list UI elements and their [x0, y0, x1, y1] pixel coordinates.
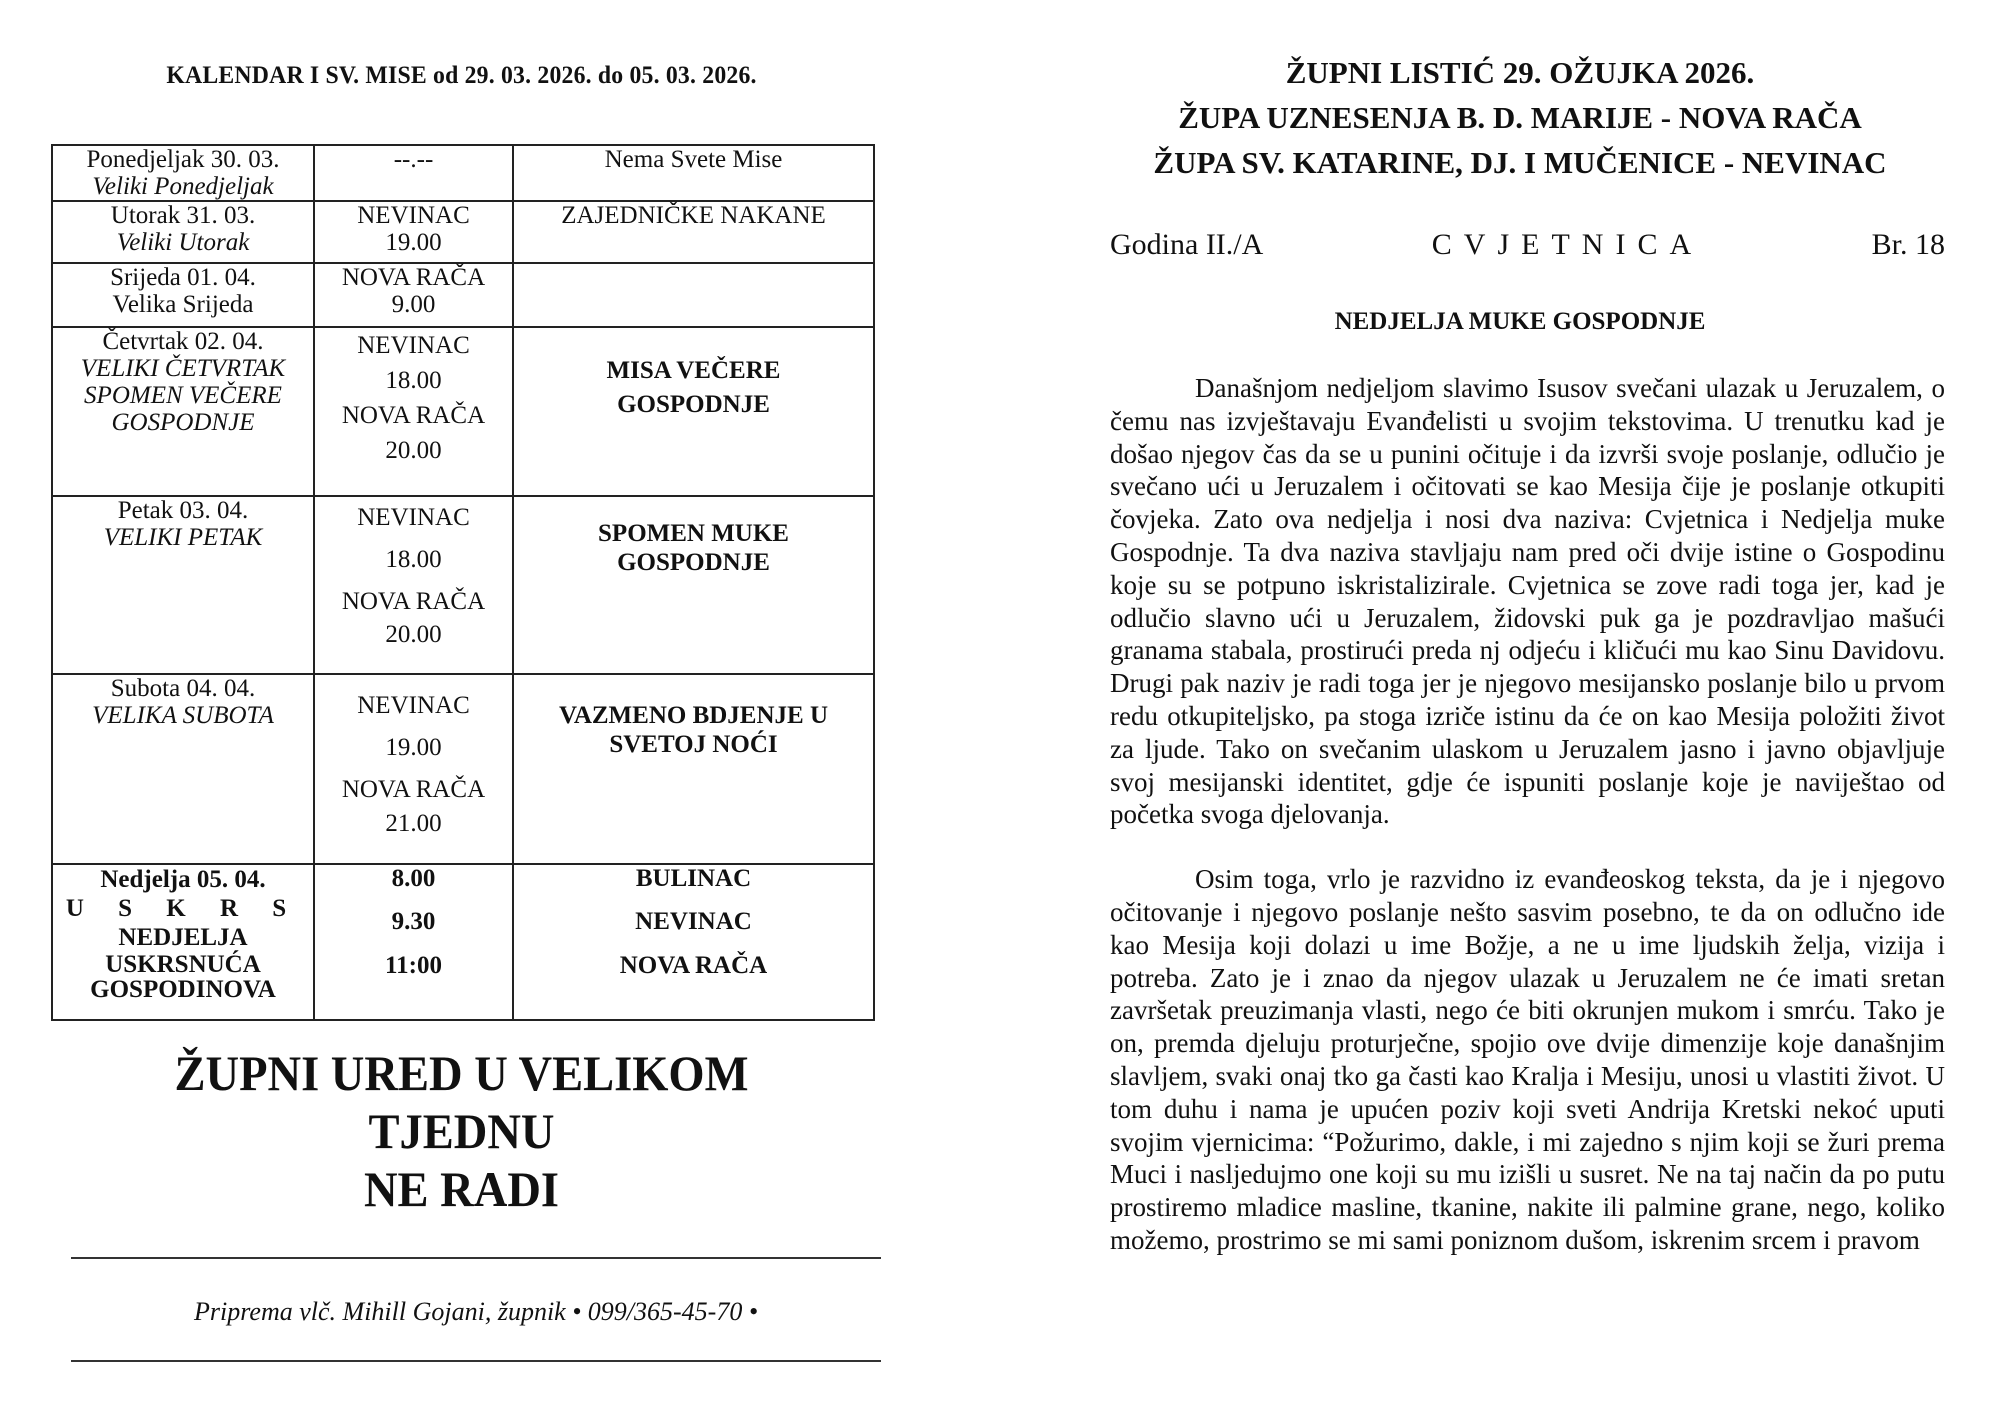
feast-label: Velika Srijeda — [112, 291, 254, 318]
table-row — [52, 674, 874, 864]
place-label: NEVINAC — [357, 692, 470, 719]
intention-cell — [513, 145, 874, 201]
office-notice-line: NE RADI — [363, 1161, 560, 1217]
intention-cell — [513, 263, 874, 327]
day-label: Ponedjeljak 30. 03. — [86, 146, 280, 173]
intention-label: Nema Svete Mise — [604, 146, 783, 173]
table-row — [52, 496, 874, 674]
intention-cell — [513, 327, 874, 496]
place-label: NEVINAC — [635, 908, 752, 935]
day-label: Nedjelja 05. 04. — [100, 866, 266, 893]
calendar-title: KALENDAR I SV. MISE od 29. 03. 2026. do 05. 03. 2026. — [166, 62, 757, 89]
place-label: NEVINAC — [357, 332, 470, 359]
feast-label: SPOMEN VEČERE — [84, 382, 282, 409]
feast-label: GOSPODINOVA — [90, 976, 276, 1003]
place-time-cell — [314, 263, 513, 327]
intention-cell — [513, 201, 874, 263]
office-closed-notice — [79, 1044, 844, 1218]
bulletin-header-line: ŽUPA SV. KATARINE, DJ. I MUČENICE - NEVINAC — [1153, 145, 1887, 180]
footer-divider-bottom — [71, 1360, 881, 1362]
time-label: 8.00 — [391, 865, 436, 892]
intention-label: MISA VEČERE — [606, 357, 781, 384]
place-label: NOVA RAČA — [341, 588, 486, 615]
intention-label: SVETOJ NOĆI — [609, 731, 778, 758]
place-cell — [513, 864, 874, 1020]
time-label: 20.00 — [385, 621, 442, 648]
time-label: 9.30 — [391, 908, 436, 935]
feast-label: VELIKA SUBOTA — [92, 702, 274, 729]
office-notice-line: ŽUPNI URED U VELIKOM TJEDNU — [174, 1045, 749, 1159]
time-label: 20.00 — [385, 437, 442, 464]
day-cell — [52, 496, 314, 674]
place-label: NOVA RAČA — [619, 952, 768, 979]
feast-label: VELIKI PETAK — [103, 524, 263, 551]
bulletin-header-line: ŽUPA UZNESENJA B. D. MARIJE - NOVA RAČA — [1178, 100, 1862, 135]
place-label: NEVINAC — [357, 504, 470, 531]
feast-label: USKRSNUĆA — [105, 951, 261, 978]
table-row — [52, 864, 874, 1020]
place-time-cell — [314, 327, 513, 496]
feast-label: NEDJELJA — [118, 924, 248, 951]
intention-label: SPOMEN MUKE — [598, 520, 789, 547]
day-cell — [52, 674, 314, 864]
year-label: Godina II./A — [1110, 228, 1264, 261]
feast-label: GOSPODNJE — [111, 409, 255, 436]
time-cell — [314, 864, 513, 1020]
time-label: 19.00 — [385, 734, 442, 761]
time-label: 11:00 — [385, 952, 442, 979]
article-paragraph: Današnjom nedjeljom slavimo Isusov svečani ulazak u Jeruzalem, o čemu nas izvještavaju Evanđelisti u svojim tekstovima. U trenutku kad je došao njegov čas da se u punini očituje i da izvrši svoje poslanje, odlučio je svečano ući u Jeruzalem i očitovati se kao Mesija čije je poslanje otkupiti čovjeka. Zato ova nedjelja i nosi dva naziva: Cvjetnica i Nedjelja muke Gospodnje. Ta dva naziva stavljaju nam pred oči dvije istine o Gospodinu koje su se potpuno iskristalizirale. Cvjetnica se zove radi toga jer, kad je odlučio slavno ući u Jeruzalem, židovski puk ga je pozdravljao mašući granama stabala, prostirući preda nj odjeću i kličući mu kao Sinu Davidovu. Drugi pak naziv je radi toga jer je njegovo mesijansko poslanje bilo u prvom redu otkupiteljsko, pa stoga izriče istinu da će on kao Mesija položiti život za ljude. Tako on svečanim ulaskom u Jeruzalem jasno i javno objavljuje svoj mesijanski identitet, gdje će ispuniti poslanje koje je naviještao od početka svoga djelovanja. — [1110, 373, 1945, 830]
day-label: Utorak 31. 03. — [110, 202, 256, 229]
issue-number: Br. 18 — [1871, 228, 1945, 261]
footer-divider-top — [71, 1257, 881, 1259]
place-time-cell — [314, 145, 513, 201]
time-label: 21.00 — [385, 810, 442, 837]
time-label: 19.00 — [385, 229, 442, 256]
feast-label: VELIKI ČETVRTAK — [80, 355, 286, 382]
place-time-cell — [314, 674, 513, 864]
article-paragraph: Osim toga, vrlo je razvidno iz evanđeoskog teksta, da je i njegovo očitovanje i njegovo poslanje nešto sasvim posebno, te da on odlučno ide kao Mesija koji dolazi u ime Božje, a ne u ime ljudskih želja, vizija i potreba. Zato je i znao da njegov ulazak u Jeruzalem ne će imati sretan završetak preuzimanja vlasti, nego će biti okrunjen mukom i smrću. Tako je on, premda djeluju proturječne, spojio ove dvije dimenzije koje današnjim slavljem, svaki onaj tko ga časti kao Kralja i Mesiju, unosi u vlastiti život. U tom duhu i nama je upućen poziv koji sveti Andrija Kretski nekoć uputi svojim vjernicima: “Požurimo, dakle, i mi zajedno s njim koji se žuri prema Muci i nasljedujmo one koji su mu izišli u susret. Ne na taj način da po putu prostiremo mladice masline, tkanine, nakite ili palmine grane, nego, koliko možemo, prostrimo se mi sami poniznom dušom, iskrenim srcem i pravom — [1110, 864, 1945, 1255]
mass-calendar-table — [51, 144, 875, 1021]
feast-label: Veliki Utorak — [116, 229, 250, 256]
issue-info-row — [1110, 228, 1945, 262]
time-label: 9.00 — [391, 291, 436, 318]
time-label: 18.00 — [385, 367, 442, 394]
place-time-cell — [314, 201, 513, 263]
table-row — [52, 201, 874, 263]
place-time-cell — [314, 496, 513, 674]
intention-label: GOSPODNJE — [617, 391, 770, 418]
place-label: BULINAC — [635, 865, 752, 892]
bulletin-header-line: ŽUPNI LISTIĆ 29. OŽUJKA 2026. — [1285, 55, 1755, 90]
day-cell — [52, 263, 314, 327]
day-label: Subota 04. 04. — [110, 675, 256, 702]
day-label: Srijeda 01. 04. — [110, 264, 256, 291]
intention-cell — [513, 496, 874, 674]
issue-title: CVJETNICA — [1431, 228, 1704, 261]
table-row — [52, 327, 874, 496]
day-cell — [52, 145, 314, 201]
place-label: NOVA RAČA — [341, 402, 486, 429]
day-label: Četvrtak 02. 04. — [102, 328, 264, 355]
section-title: NEDJELJA MUKE GOSPODNJE — [1334, 308, 1706, 335]
day-cell — [52, 864, 314, 1020]
day-label: Petak 03. 04. — [117, 497, 249, 524]
intention-cell — [513, 674, 874, 864]
place-label: NOVA RAČA — [341, 264, 486, 291]
time-label: 18.00 — [385, 546, 442, 573]
time-label: --.-- — [393, 146, 434, 173]
feast-label: U S K R S — [65, 895, 301, 922]
place-label: NEVINAC — [357, 202, 470, 229]
feast-label: Veliki Ponedjeljak — [92, 173, 274, 200]
intention-label: ZAJEDNIČKE NAKANE — [561, 202, 826, 229]
footer-credit: Priprema vlč. Mihill Gojani, župnik • 099/365-45-70 • — [194, 1297, 758, 1326]
place-label: NOVA RAČA — [341, 776, 486, 803]
table-row — [52, 145, 874, 201]
table-row — [52, 263, 874, 327]
bulletin-header — [1100, 50, 1940, 185]
intention-label: GOSPODNJE — [617, 549, 770, 576]
article-body — [1110, 372, 1945, 1257]
day-cell — [52, 201, 314, 263]
intention-label: VAZMENO BDJENJE U — [558, 702, 829, 729]
day-cell — [52, 327, 314, 496]
